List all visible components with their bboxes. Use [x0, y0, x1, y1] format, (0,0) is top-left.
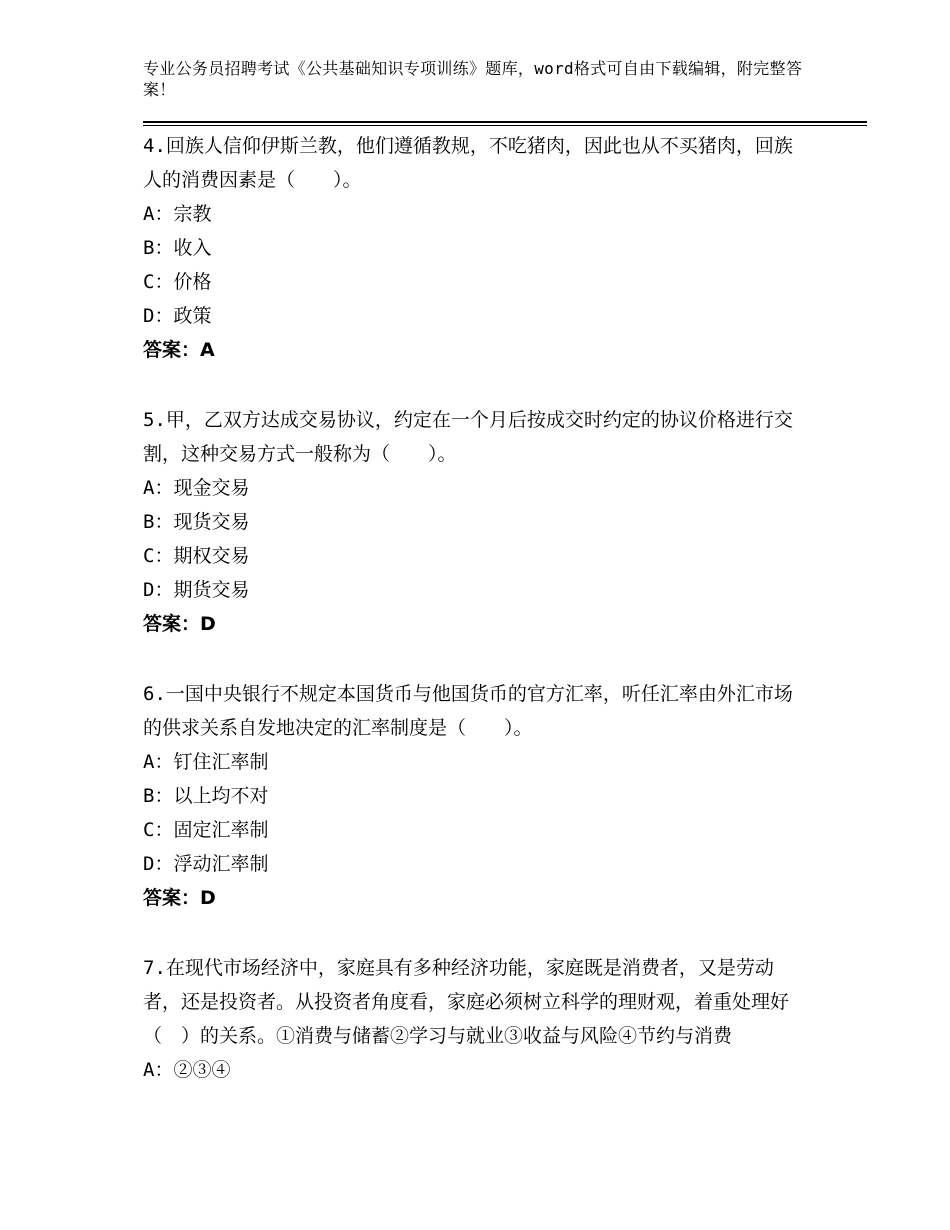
question-stem: 6.一国中央银行不规定本国货币与他国货币的官方汇率，听任汇率由外汇市场的供求关系自发地决定的汇率制度是（ ）。 [143, 683, 793, 739]
option-c: C：固定汇率制 [143, 819, 269, 841]
answer-label: 答案：A [143, 339, 215, 361]
option-d: D：浮动汇率制 [143, 853, 269, 875]
question-list [143, 129, 803, 1123]
answer-label: 答案：D [143, 613, 216, 635]
page-header: 专业公务员招聘考试《公共基础知识专项训练》题库，word格式可自由下载编辑，附完整答案！ [143, 59, 803, 99]
option-c: C：价格 [143, 271, 212, 293]
question-stem: 7.在现代市场经济中，家庭具有多种经济功能，家庭既是消费者，又是劳动者，还是投资者。从投资者角度看，家庭必须树立科学的理财观，着重处理好（ ）的关系。①消费与储蓄②学习与就业③收益与风险④节约与消费 [143, 957, 790, 1047]
header-divider [143, 121, 867, 123]
header-divider-thin [143, 125, 867, 126]
option-a: A：宗教 [143, 203, 212, 225]
question-6 [143, 677, 803, 915]
option-d: D：期货交易 [143, 579, 250, 601]
question-4 [143, 129, 803, 367]
option-b: B：以上均不对 [143, 785, 269, 807]
question-7 [143, 951, 803, 1087]
option-b: B：现货交易 [143, 511, 250, 533]
answer-label: 答案：D [143, 887, 216, 909]
option-a: A：钉住汇率制 [143, 751, 269, 773]
option-d: D：政策 [143, 305, 212, 327]
question-stem: 5.甲，乙双方达成交易协议，约定在一个月后按成交时约定的协议价格进行交割，这种交易方式一般称为（ ）。 [143, 409, 793, 465]
option-a: A：②③④ [143, 1059, 231, 1081]
option-c: C：期权交易 [143, 545, 250, 567]
option-a: A：现金交易 [143, 477, 250, 499]
question-stem: 4.回族人信仰伊斯兰教，他们遵循教规，不吃猪肉，因此也从不买猪肉，回族人的消费因素是（ ）。 [143, 135, 793, 191]
option-b: B：收入 [143, 237, 212, 259]
question-5 [143, 403, 803, 641]
